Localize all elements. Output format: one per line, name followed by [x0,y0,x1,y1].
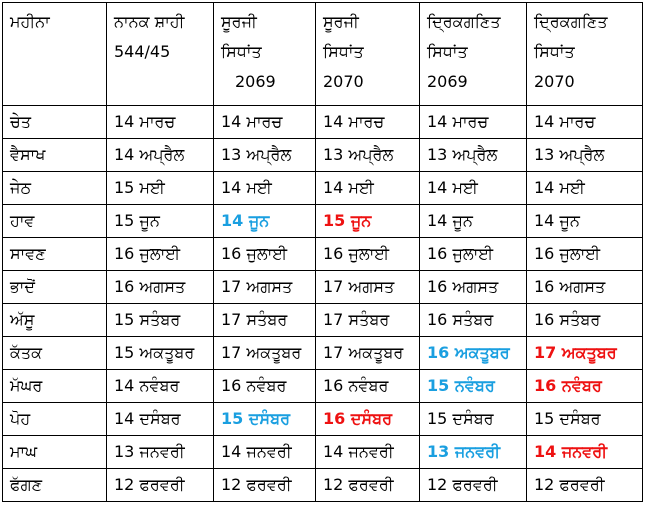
header-line: ਦ੍ਰਿਕਗਣਿਤ [534,12,608,31]
surji-2069-cell: 16 ਜੁਲਾਈ [214,238,316,271]
drik-2070-cell: 15 ਦਸੰਬਰ [527,403,643,436]
month-cell: ਫੱਗਣ [3,469,107,502]
drik-2069-cell: 14 ਮਈ [420,172,527,205]
table-row [3,172,643,205]
surji-2070-cell: 12 ਫਰਵਰੀ [316,469,420,502]
table-row [3,370,643,403]
drik-2070-cell: 16 ਨਵੰਬਰ [527,370,643,403]
drik-2069-cell: 15 ਦਸੰਬਰ [420,403,527,436]
drik-2070-cell: 14 ਜਨਵਰੀ [527,436,643,469]
nanakshahi-cell: 13 ਜਨਵਰੀ [107,436,214,469]
header-line: ਸਿਧਾਂਤ [221,42,262,61]
drik-2070-cell: 14 ਮਈ [527,172,643,205]
surji-2069-cell: 14 ਜੂਨ [214,205,316,238]
drik-2070-cell: 14 ਜੂਨ [527,205,643,238]
header-line: ਸਿਧਾਂਤ [427,42,468,61]
drik-2069-cell: 12 ਫਰਵਰੀ [420,469,527,502]
surji-2070-cell: 16 ਦਸੰਬਰ [316,403,420,436]
surji-2070-cell: 15 ਜੂਨ [316,205,420,238]
surji-2069-cell: 14 ਮਾਰਚ [214,106,316,139]
header-line: ਦ੍ਰਿਕਗਣਿਤ [427,12,501,31]
month-cell: ਪੋਹ [3,403,107,436]
nanakshahi-cell: 15 ਮਈ [107,172,214,205]
month-cell: ਹਾਵ [3,205,107,238]
drik-2069-cell: 16 ਜੁਲਾਈ [420,238,527,271]
table-body [3,106,643,502]
table-row [3,337,643,370]
month-cell: ਵੈਸਾਖ [3,139,107,172]
surji-2069-cell: 13 ਅਪ੍ਰੈਲ [214,139,316,172]
header-line: 2070 [323,72,364,91]
drik-2069-cell: 16 ਅਗਸਤ [420,271,527,304]
header-line: ਮਹੀਨਾ [10,12,50,31]
nanakshahi-cell: 15 ਸਤੰਬਰ [107,304,214,337]
surji-2070-cell: 17 ਅਕਤੂਬਰ [316,337,420,370]
surji-2069-cell: 14 ਮਈ [214,172,316,205]
surji-2069-cell: 16 ਨਵੰਬਰ [214,370,316,403]
surji-2069-cell: 12 ਫਰਵਰੀ [214,469,316,502]
drik-2069-cell: 14 ਮਾਰਚ [420,106,527,139]
table-row [3,403,643,436]
table-row [3,139,643,172]
nanakshahi-cell: 16 ਜੁਲਾਈ [107,238,214,271]
surji-2070-cell: 16 ਜੁਲਾਈ [316,238,420,271]
surji-2070-cell: 14 ਜਨਵਰੀ [316,436,420,469]
drik-2070-cell: 13 ਅਪ੍ਰੈਲ [527,139,643,172]
month-cell: ਮੱਘਰ [3,370,107,403]
nanakshahi-cell: 14 ਅਪ੍ਰੈਲ [107,139,214,172]
nanakshahi-cell: 14 ਦਸੰਬਰ [107,403,214,436]
drik-2069-cell: 13 ਜਨਵਰੀ [420,436,527,469]
drik-2069-cell: 16 ਅਕਤੂਬਰ [420,337,527,370]
table-row [3,205,643,238]
surji-2070-cell: 14 ਮਾਰਚ [316,106,420,139]
header-line: 2069 [427,72,468,91]
month-cell: ਕੱਤਕ [3,337,107,370]
surji-2070-cell: 17 ਸਤੰਬਰ [316,304,420,337]
drik-2070-cell: 16 ਸਤੰਬਰ [527,304,643,337]
header-surji-2070 [316,3,420,106]
header-line: 544/45 [114,42,171,61]
nanakshahi-cell: 14 ਮਾਰਚ [107,106,214,139]
nanakshahi-cell: 12 ਫਰਵਰੀ [107,469,214,502]
table-row [3,271,643,304]
surji-2070-cell: 13 ਅਪ੍ਰੈਲ [316,139,420,172]
header-line: ਸਿਧਾਂਤ [323,42,364,61]
table-row [3,106,643,139]
surji-2069-cell: 15 ਦਸੰਬਰ [214,403,316,436]
nanakshahi-cell: 16 ਅਗਸਤ [107,271,214,304]
header-line: ਸਿਧਾਂਤ [534,42,575,61]
header-drik-2069 [420,3,527,106]
table-row [3,469,643,502]
drik-2069-cell: 15 ਨਵੰਬਰ [420,370,527,403]
surji-2069-cell: 14 ਜਨਵਰੀ [214,436,316,469]
surji-2070-cell: 17 ਅਗਸਤ [316,271,420,304]
header-row [3,3,643,106]
drik-2070-cell: 12 ਫਰਵਰੀ [527,469,643,502]
drik-2070-cell: 17 ਅਕਤੂਬਰ [527,337,643,370]
month-cell: ਸਾਵਣ [3,238,107,271]
nanakshahi-cell: 15 ਜੂਨ [107,205,214,238]
nanakshahi-cell: 14 ਨਵੰਬਰ [107,370,214,403]
table-row [3,304,643,337]
surji-2070-cell: 14 ਮਈ [316,172,420,205]
surji-2069-cell: 17 ਸਤੰਬਰ [214,304,316,337]
month-cell: ਚੇਤ [3,106,107,139]
header-line: ਸੂਰਜੀ [323,12,359,31]
surji-2069-cell: 17 ਅਗਸਤ [214,271,316,304]
drik-2070-cell: 16 ਜੁਲਾਈ [527,238,643,271]
header-line: ਸੂਰਜੀ [221,12,257,31]
month-cell: ਭਾਦੋਂ [3,271,107,304]
header-line: 2069 [235,72,276,91]
surji-2070-cell: 16 ਨਵੰਬਰ [316,370,420,403]
drik-2069-cell: 13 ਅਪ੍ਰੈਲ [420,139,527,172]
header-drik-2070 [527,3,643,106]
drik-2069-cell: 16 ਸਤੰਬਰ [420,304,527,337]
table-row [3,238,643,271]
drik-2070-cell: 16 ਅਗਸਤ [527,271,643,304]
header-surji-2069 [214,3,316,106]
header-nanakshahi [107,3,214,106]
month-cell: ਅੱਸੂ [3,304,107,337]
drik-2070-cell: 14 ਮਾਰਚ [527,106,643,139]
header-line: ਨਾਨਕ ਸ਼ਾਹੀ [114,12,185,31]
header-month [3,3,107,106]
month-cell: ਜੇਠ [3,172,107,205]
nanakshahi-cell: 15 ਅਕਤੂਬਰ [107,337,214,370]
month-dates-table [2,2,643,502]
surji-2069-cell: 17 ਅਕਤੂਬਰ [214,337,316,370]
drik-2069-cell: 14 ਜੂਨ [420,205,527,238]
month-cell: ਮਾਘ [3,436,107,469]
header-line: 2070 [534,72,575,91]
table-row [3,436,643,469]
